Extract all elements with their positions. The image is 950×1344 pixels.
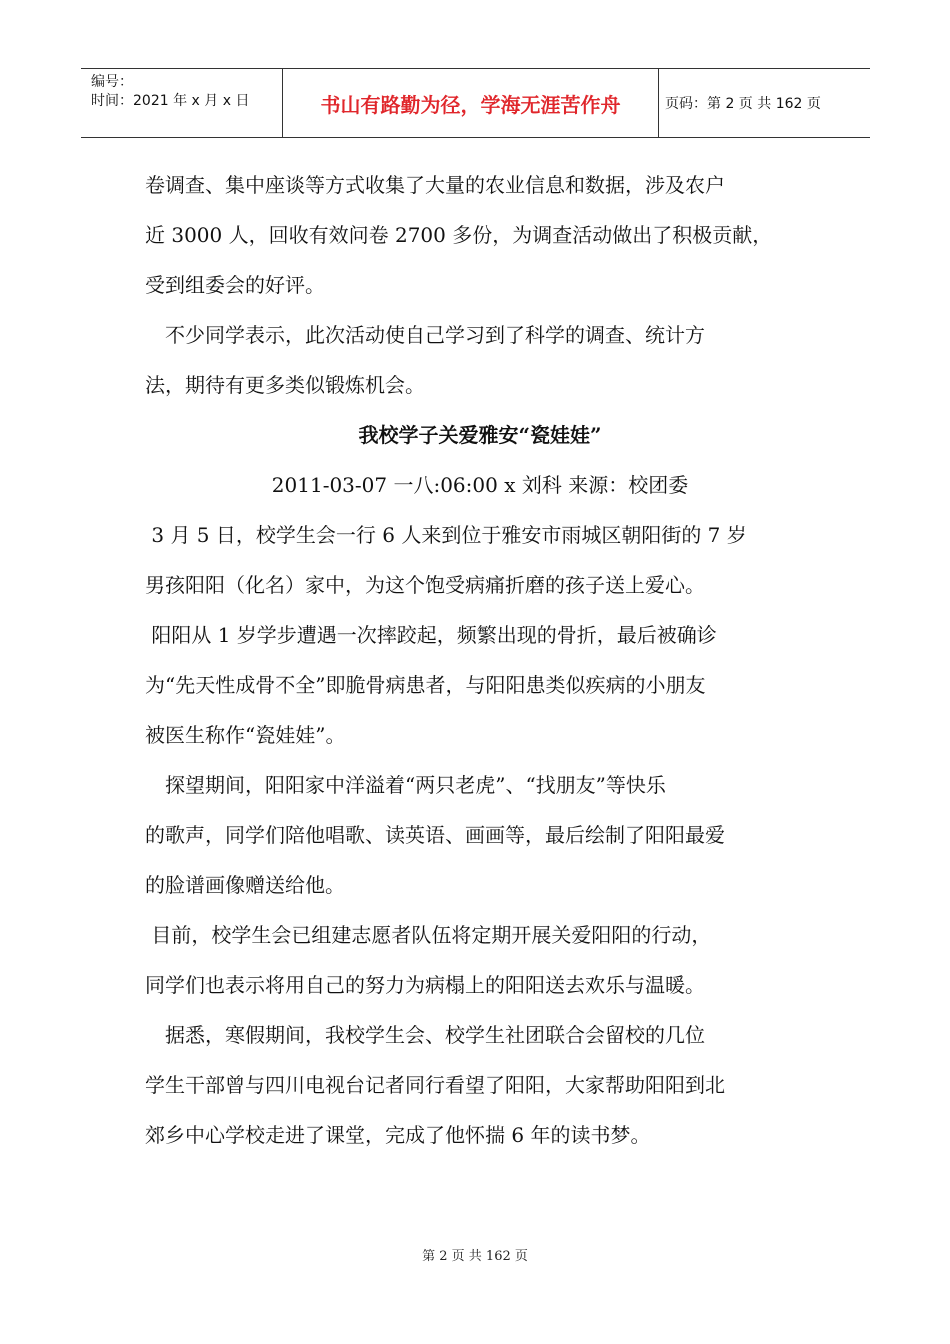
article-meta: 2011-03-07 一八:06:00 x 刘科 来源：校团委 xyxy=(271,473,689,497)
article-line: 目前，校学生会已组建志愿者队伍将定期开展关爱阳阳的行动， xyxy=(145,923,712,947)
body-line: 不少同学表示，此次活动使自己学习到了科学的调查、统计方 xyxy=(145,323,705,347)
article-line: 3 月 5 日，校学生会一行 6 人来到位于雅安市雨城区朝阳街的 7 岁 xyxy=(145,523,747,547)
article-line: 被医生称作“瓷娃娃”。 xyxy=(145,723,346,747)
article-line: 阳阳从 1 岁学步遭遇一次摔跤起，频繁出现的骨折，最后被确诊 xyxy=(145,623,717,647)
document-header xyxy=(81,68,870,138)
time-label: 时间：2021 年 x 月 x 日 xyxy=(91,93,250,109)
header-meta-cell xyxy=(81,69,283,137)
article-line: 郊乡中心学校走进了课堂，完成了他怀揣 6 年的读书梦。 xyxy=(145,1123,651,1147)
body-line: 近 3000 人，回收有效问卷 2700 多份，为调查活动做出了积极贡献， xyxy=(145,223,773,247)
body-line: 法，期待有更多类似锻炼机会。 xyxy=(145,373,425,397)
header-motto: 书山有路勤为径，学海无涯苦作舟 xyxy=(283,69,659,137)
serial-label: 编号： xyxy=(91,74,133,90)
article-line: 探望期间，阳阳家中洋溢着“两只老虎”、“找朋友”等快乐 xyxy=(145,773,666,797)
document-body xyxy=(145,160,815,1160)
article-line: 男孩阳阳（化名）家中，为这个饱受病痛折磨的孩子送上爱心。 xyxy=(145,573,705,597)
article-title: 我校学子关爱雅安“瓷娃娃” xyxy=(358,423,602,447)
body-line: 卷调查、集中座谈等方式收集了大量的农业信息和数据，涉及农户 xyxy=(145,173,725,197)
article-line: 为“先天性成骨不全”即脆骨病患者，与阳阳患类似疾病的小朋友 xyxy=(145,673,706,697)
article-line: 的歌声，同学们陪他唱歌、读英语、画画等，最后绘制了阳阳最爱 xyxy=(145,823,725,847)
article-line: 据悉，寒假期间，我校学生会、校学生社团联合会留校的几位 xyxy=(145,1023,705,1047)
article-line: 的脸谱画像赠送给他。 xyxy=(145,873,345,897)
article-line: 同学们也表示将用自己的努力为病榻上的阳阳送去欢乐与温暖。 xyxy=(145,973,705,997)
article-line: 学生干部曾与四川电视台记者同行看望了阳阳，大家帮助阳阳到北 xyxy=(145,1073,725,1097)
body-line: 受到组委会的好评。 xyxy=(145,273,325,297)
header-page-info: 页码：第 2 页 共 162 页 xyxy=(665,96,821,112)
page-footer: 第 2 页 共 162 页 xyxy=(422,1249,528,1264)
